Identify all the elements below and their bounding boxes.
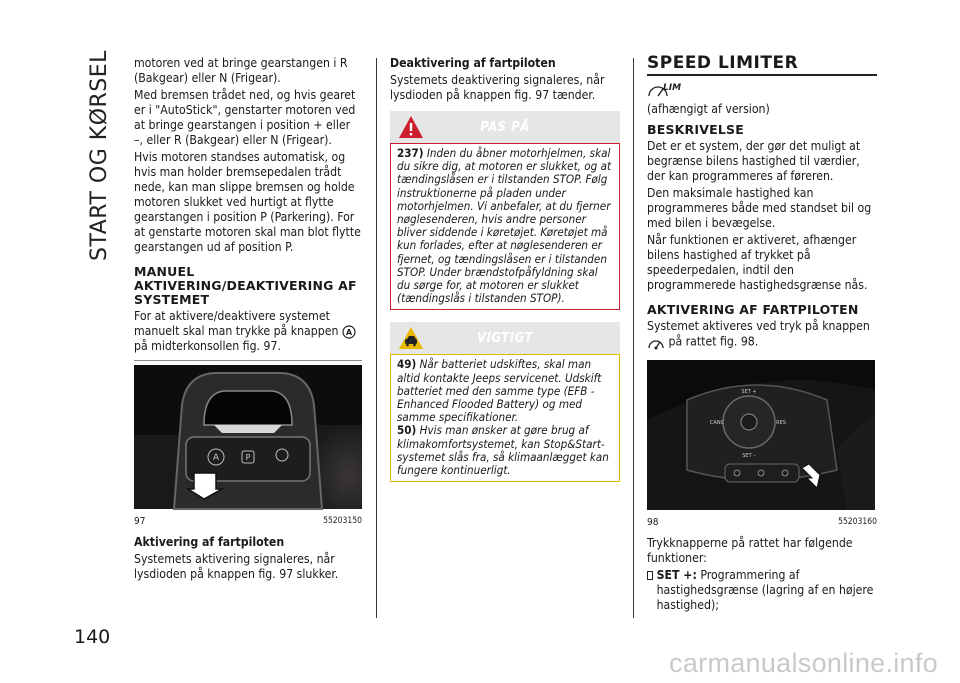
col3-para4 (647, 319, 877, 350)
col1-para4-a: For at aktivere/deaktivere systemet manuelt skal man trykke på knappen (134, 309, 339, 338)
col1-para4-b: på midterkonsollen fig. 97. (134, 339, 281, 353)
col2-para1: Systemets deaktivering signaleres, når lysdioden på knappen fig. 97 tænder. (390, 73, 605, 102)
column-2 (390, 56, 620, 482)
column-1 (134, 56, 362, 584)
warning-box (390, 143, 620, 310)
col3-para5: Trykknapperne på rattet har følgende funktioner: (647, 536, 853, 565)
warning-triangle-icon (398, 115, 424, 139)
col3-para3: Når funktionen er aktiveret, afhænger bilens hastighed af trykket på speederpedalen, indtil den programmerede hastighedsgrænse nås. (647, 233, 868, 292)
important-label: VIGTIGT (477, 330, 533, 346)
col3-para2: Den maksimale hastighed kan programmeres både med standset bil og med bilen i bevægelse. (647, 186, 872, 230)
figure-97-number: 97 (134, 516, 146, 527)
important-banner (390, 322, 620, 354)
figure-97-caption (134, 514, 362, 529)
figure-97 (134, 360, 362, 529)
col1-para4 (134, 309, 362, 354)
version-note: (afhængigt af version) (647, 102, 770, 116)
important-item-49 (397, 358, 613, 424)
important-item-50-text: Hvis man ønsker at gøre brug af klimakomfortsystemet, kan Stop&Start-systemet slås fra, så klimaanlægget kan fungere kontinuerligt. (397, 423, 609, 478)
page-number: 140 (74, 626, 111, 648)
important-item-49-text: Når batteriet udskiftes, skal man altid kontakte Jeeps servicenet. Udskift batteriet med den samme type (EFB - Enhanced Flooded Battery) og med samme specifikationer. (397, 357, 602, 425)
warning-banner (390, 111, 620, 143)
warning-label: PAS PÅ (480, 119, 530, 135)
auto-stop-start-icon (342, 325, 356, 339)
col3-heading-description: BESKRIVELSE (647, 122, 744, 137)
bullet-set-plus-content (657, 568, 877, 613)
col1-para2: Med bremsen trådet ned, og hvis gearet er i "AutoStick", genstarter motoren ved at bringe gearstangen i position + eller –, eller R (Bakgear) eller N (Frigear). (134, 88, 356, 147)
speed-limiter-icon (647, 80, 682, 98)
col1-para1: motoren ved at bringe gearstangen i R (Bakgear) eller N (Frigear). (134, 56, 348, 85)
figure-98-number: 98 (647, 517, 659, 528)
col3-para4-b: på rattet fig. 98. (668, 334, 759, 349)
steering-canc-label: CANC (709, 420, 725, 426)
column-3 (647, 53, 877, 613)
steering-set-plus-label: SET + (741, 389, 757, 395)
important-item-49-number: 49) (397, 357, 417, 372)
column-divider-1 (376, 58, 377, 618)
speed-limiter-title: SPEED LIMITER (647, 56, 877, 76)
figure-98-caption (647, 515, 877, 530)
important-item-50 (397, 424, 613, 477)
svg-text:P: P (245, 453, 251, 462)
bullet-set-plus-label: SET +: (656, 568, 697, 582)
watermark: carmanualsonline.info (669, 648, 938, 678)
col1-heading: MANUEL AKTIVERING/DEAKTIVERING AF SYSTEMET (134, 264, 357, 307)
col1-para3: Hvis motoren standses automatisk, og hvis man holder bremsepedalen trådt nede, kan man slippe bremsen og holde motoren slukket ved hurtigt at flytte gearstangen i position P (Parkering). For at genstarte motoren skal man blot flytte gearstangen ud af position P. (134, 150, 361, 254)
col3-para4-a: Systemet aktiveres ved tryk på knappen (647, 319, 870, 333)
bullet-set-plus (647, 568, 877, 613)
steering-res-label: RES (776, 420, 786, 426)
figure-98 (647, 356, 877, 530)
important-box (390, 354, 620, 482)
speed-limiter-button-icon (647, 334, 665, 350)
side-chapter-title (84, 49, 114, 261)
column-divider-2 (633, 58, 634, 618)
svg-text:A: A (345, 327, 352, 337)
important-item-50-number: 50) (397, 423, 417, 438)
warning-text: Inden du åbner motorhjelmen, skal du sikre dig, at motoren er slukket, og at tændingslåsen er i tilstanden STOP. Følg instruktionerne på pladen under motorhjelmen. Vi anbefaler, at du fjerner nøglesenderen, hvis andre personer bliver siddende i køretøjet. Køretøjet må kun forlades, efter at nøglesenderen er fjernet, og tændingslåsen er i tilstanden STOP. Under brændstofpåfyldning skal du sørge for, at motoren er slukket (tændingslås i tilstanden STOP). (397, 146, 612, 306)
svg-text:LIM: LIM (663, 83, 682, 93)
steering-wheel-photo (647, 360, 875, 510)
figure-98-code: 55203160 (838, 517, 877, 527)
svg-text:A: A (212, 453, 220, 463)
col3-heading-activation: AKTIVERING AF FARTPILOTEN (647, 302, 859, 317)
col1-para5: Systemets aktivering signaleres, når lysdioden på knappen fig. 97 slukker. (134, 552, 339, 581)
console-photo (134, 365, 362, 509)
side-title-text: START OG KØRSEL (86, 49, 112, 261)
col1-sub-heading: Aktivering af fartpiloten (134, 535, 285, 549)
warning-number: 237) (397, 146, 424, 160)
col3-para1: Det er et system, der gør det muligt at begrænse bilens hastighed til værdier, der kan programmeres af føreren. (647, 139, 861, 183)
bullet-set-plus-text: Programmering af hastighedsgrænse (lagring af en højere hastighed); (656, 568, 874, 612)
col2-sub-heading: Deaktivering af fartpiloten (390, 56, 556, 70)
figure-97-code: 55203150 (323, 516, 362, 526)
bullet-square-icon (647, 571, 653, 580)
steering-set-minus-label: SET – (742, 453, 756, 459)
car-wrench-icon (398, 326, 424, 350)
